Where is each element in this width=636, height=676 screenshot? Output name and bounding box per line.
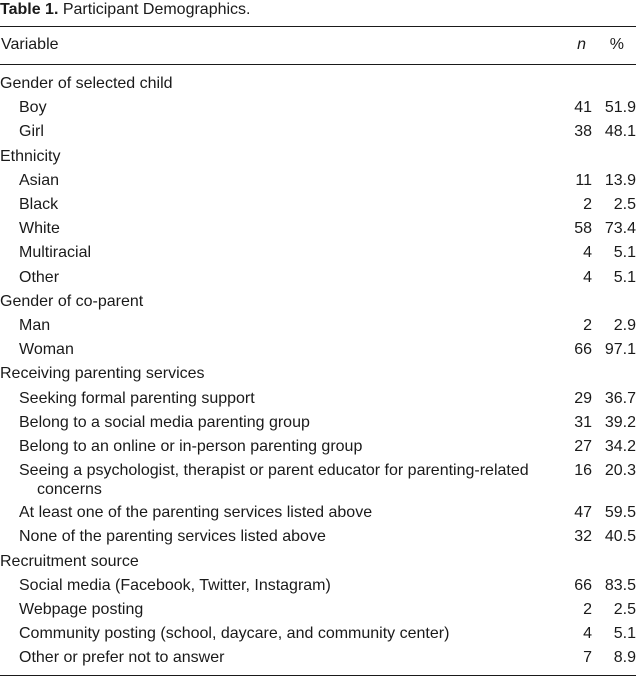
row-label: Belong to a social media parenting group (19, 413, 310, 431)
table-row (0, 362, 636, 386)
table-row (0, 338, 636, 362)
row-label: Receiving parenting services (0, 365, 205, 383)
row-pct: 5.1 (613, 268, 636, 286)
row-label: None of the parenting services listed above (19, 528, 326, 546)
row-n: 66 (574, 341, 592, 359)
table-row (0, 501, 636, 525)
row-label (0, 459, 552, 501)
row-label: Woman (19, 341, 74, 359)
row-pct: 39.2 (604, 413, 636, 431)
row-label: Boy (19, 99, 47, 117)
row-pct: 73.4 (604, 220, 636, 238)
table-caption (0, 0, 250, 20)
row-n: 41 (574, 99, 592, 117)
row-pct (592, 145, 636, 169)
row-pct: 36.7 (604, 389, 636, 407)
row-label-line2: concerns (37, 481, 102, 499)
table-row (0, 550, 636, 574)
row-n: 29 (574, 389, 592, 407)
row-pct (592, 550, 636, 574)
row-pct: 48.1 (604, 123, 636, 141)
row-label: At least one of the parenting services listed above (19, 504, 373, 522)
header-percent: % (609, 36, 624, 53)
row-pct: 2.5 (613, 601, 636, 619)
row-pct (592, 290, 636, 314)
table-row (0, 290, 636, 314)
header-variable: Variable (1, 36, 59, 53)
row-label: Other or prefer not to answer (19, 649, 225, 667)
row-n: 4 (583, 268, 592, 286)
row-n: 47 (574, 504, 592, 522)
row-label: Gender of co-parent (0, 292, 144, 310)
row-n: 2 (583, 317, 592, 335)
row-label: Social media (Facebook, Twitter, Instagram) (19, 576, 331, 594)
row-n: 11 (575, 171, 592, 189)
row-n: 58 (574, 220, 592, 238)
row-label: Girl (19, 123, 44, 141)
row-pct: 5.1 (613, 625, 636, 643)
row-pct: 34.2 (604, 438, 636, 456)
row-pct: 59.5 (604, 504, 636, 522)
row-n (552, 290, 592, 314)
table-row (0, 622, 636, 646)
table-row (0, 411, 636, 435)
table-row (0, 72, 636, 96)
row-pct: 2.5 (613, 196, 636, 214)
row-pct: 97.1 (604, 341, 636, 359)
row-n: 31 (574, 413, 592, 431)
row-label: Belong to an online or in-person parenting group (19, 438, 363, 456)
table-row (0, 314, 636, 338)
table-body (0, 72, 636, 671)
table-row (0, 169, 636, 193)
row-n: 4 (583, 625, 592, 643)
row-label: White (19, 220, 60, 238)
table-row (0, 241, 636, 265)
row-label: Community posting (school, daycare, and community center) (19, 625, 450, 643)
table-row (0, 525, 636, 549)
table-title: Participant Demographics. (62, 1, 251, 18)
table-row (0, 120, 636, 144)
table-row (0, 96, 636, 120)
table-row (0, 217, 636, 241)
header-rule (0, 64, 636, 65)
row-pct: 40.5 (604, 528, 636, 546)
row-pct: 20.3 (604, 462, 636, 480)
table-row (0, 266, 636, 290)
table-number: Table 1. (0, 1, 59, 18)
table-row (0, 459, 636, 501)
row-n (552, 145, 592, 169)
row-pct: 8.9 (613, 649, 636, 667)
row-label-line1: Seeing a psychologist, therapist or parent educator for parenting-related (19, 462, 529, 480)
table-row (0, 574, 636, 598)
row-label: Webpage posting (19, 601, 144, 619)
row-n: 27 (574, 438, 592, 456)
row-n (552, 362, 592, 386)
row-n: 38 (574, 123, 592, 141)
table-row (0, 387, 636, 411)
row-n: 66 (574, 576, 592, 594)
table-row (0, 193, 636, 217)
row-pct: 13.9 (604, 171, 636, 189)
row-n: 2 (583, 601, 592, 619)
row-label: Gender of selected child (0, 75, 173, 92)
row-pct: 5.1 (613, 244, 636, 262)
row-label: Black (19, 196, 59, 214)
table-row (0, 145, 636, 169)
row-label: Asian (19, 171, 60, 189)
row-label: Multiracial (19, 244, 92, 262)
row-label: Seeking formal parenting support (19, 389, 255, 407)
table-row (0, 646, 636, 670)
row-n: 16 (574, 462, 592, 480)
row-pct (592, 72, 636, 96)
row-n (552, 550, 592, 574)
row-n: 7 (583, 649, 592, 667)
row-pct (592, 362, 636, 386)
row-label: Other (19, 268, 60, 286)
header-n: n (577, 36, 586, 53)
table-row (0, 435, 636, 459)
row-label: Man (19, 317, 51, 335)
row-pct: 2.9 (613, 317, 636, 335)
row-label: Ethnicity (0, 147, 61, 165)
row-label: Recruitment source (0, 552, 139, 570)
row-pct: 83.5 (604, 576, 636, 594)
table-row (0, 598, 636, 622)
row-n: 32 (574, 528, 592, 546)
table-header (0, 26, 636, 64)
row-n (552, 72, 592, 96)
row-n: 4 (583, 244, 592, 262)
row-pct: 51.9 (604, 99, 636, 117)
row-n: 2 (583, 196, 592, 214)
